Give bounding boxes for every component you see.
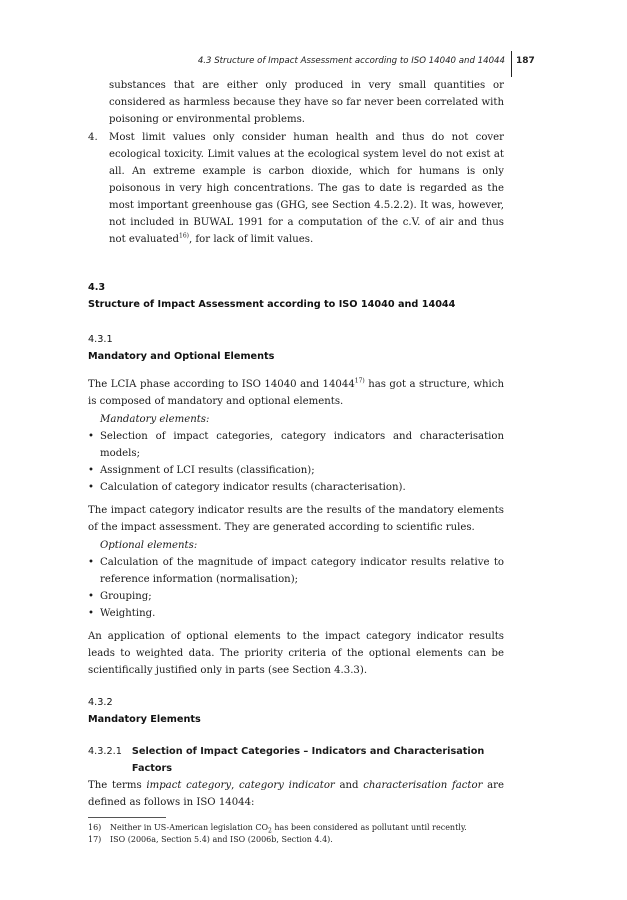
intro-text: The LCIA phase according to ISO 14040 and 14044: [88, 379, 355, 390]
list-item-text: Weighting.: [100, 608, 156, 619]
intro-text-end: has got a structure, which is composed of mandatory and optional elements.: [88, 379, 504, 407]
subsection-title: Mandatory Elements: [88, 714, 201, 725]
terms-text-end: are defined as follows in ISO 14044:: [88, 780, 505, 808]
footnote-ref-16[interactable]: 16): [179, 232, 189, 240]
footnote-subscript: 2: [268, 827, 272, 835]
list-item: [88, 588, 504, 605]
section-heading-4-3-2-1: [88, 743, 504, 777]
footnote-16: [88, 822, 504, 834]
section-title: Structure of Impact Assessment according to ISO 14040 and 14044: [88, 299, 456, 310]
bullet-icon: •: [88, 465, 94, 476]
list-item: [88, 428, 504, 462]
mandatory-elements-label: [88, 411, 504, 428]
term-category-indicator: category indicator: [238, 780, 335, 791]
subsection-number: 4.3.1: [88, 334, 113, 345]
footnote-number: 17): [88, 835, 102, 844]
bullet-icon: •: [88, 431, 94, 442]
term-characterisation-factor: characterisation factor: [363, 780, 483, 791]
optional-elements-list: [88, 554, 504, 622]
terms-separator: ,: [231, 780, 239, 791]
list-item: [88, 462, 504, 479]
footnote-text-end: has been considered as pollutant until recently.: [271, 823, 467, 832]
optional-label-colon: :: [193, 540, 198, 551]
list-item-3-continuation: substances that are either only produced in very small quantities or considered as harmless because they have so far never been correlated with poisoning or environmental problems.: [109, 80, 504, 125]
running-title: 4.3 Structure of Impact Assessment according to ISO 14040 and 14044: [197, 56, 505, 66]
subsection-number: 4.3.2: [88, 697, 113, 708]
list-item-4: [88, 129, 504, 248]
section-heading-4-3-2: [88, 694, 504, 728]
subsubsection-number: 4.3.2.1: [88, 746, 122, 757]
terms-text: The terms: [88, 780, 147, 791]
terms-definition-paragraph: [88, 777, 504, 811]
footnote-number: 16): [88, 823, 102, 832]
list-item-text: Calculation of the magnitude of impact category indicator results relative to reference information (normalisation);: [100, 557, 504, 585]
bullet-icon: •: [88, 608, 94, 619]
optional-label-text: Optional elements: [100, 540, 194, 551]
footnote-text: [110, 822, 467, 834]
bullet-icon: •: [88, 482, 94, 493]
optional-elements-label: [88, 537, 504, 554]
list-item-text: Assignment of LCI results (classification);: [100, 465, 315, 476]
list-item: [88, 479, 504, 496]
subsection-title: Mandatory and Optional Elements: [88, 351, 275, 362]
section-number: 4.3: [88, 282, 106, 293]
page-body: [88, 77, 504, 846]
subsubsection-title: Selection of Impact Categories – Indicators and Characterisation Factors: [131, 746, 485, 774]
list-item-text: Calculation of category indicator results (characterisation).: [100, 482, 406, 493]
mandatory-summary-paragraph: The impact category indicator results are the results of the mandatory elements of the impact assessment. They are generated according to scientific rules.: [88, 505, 504, 533]
list-item-text: Selection of impact categories, category indicators and characterisation models;: [100, 431, 504, 459]
footnote-ref-17[interactable]: 17): [354, 377, 365, 385]
page-number: 187: [516, 56, 535, 66]
bullet-icon: •: [88, 557, 94, 568]
terms-separator: and: [334, 780, 364, 791]
bullet-icon: •: [88, 591, 94, 602]
section-heading-4-3: [88, 279, 504, 313]
mandatory-label-colon: :: [206, 414, 210, 425]
footnote-divider: [88, 817, 166, 818]
term-impact-category: impact category: [146, 780, 232, 791]
footnotes: [88, 822, 504, 846]
mandatory-label-text: Mandatory elements: [100, 414, 206, 425]
header-divider: [511, 51, 512, 77]
list-item: [88, 605, 504, 622]
footnote-17: [88, 834, 504, 846]
list-item: [88, 554, 504, 588]
section-heading-4-3-1: [88, 331, 504, 365]
list-item-number: 4.: [88, 132, 98, 143]
optional-summary-paragraph: An application of optional elements to the impact category indicator results leads to weighted data. The priority criteria of the optional elements can be scientifically justified only in parts (see Section 4.3.3).: [88, 631, 504, 676]
mandatory-elements-list: [88, 428, 504, 496]
list-item-4-text: Most limit values only consider human health and thus do not cover ecological toxicity. Limit values at the ecological system level do not exist at all. An extreme example is carbon dioxide, which for humans is only poisonous in very high concentrations. The gas to date is regarded as the most important greenhouse gas (GHG, see Section 4.5.2.2). It was, however, not included in BUWAL 1991 for a computation of the c.V. of air and thus not evaluated: [109, 132, 504, 245]
footnote-text: ISO (2006a, Section 5.4) and ISO (2006b, Section 4.4).: [110, 835, 333, 844]
list-item-4-text-end: , for lack of limit values.: [188, 234, 314, 245]
lcia-intro-paragraph: [88, 376, 504, 410]
footnote-text-start: Neither in US-American legislation CO: [110, 823, 269, 832]
list-item-text: Grouping;: [100, 591, 152, 602]
